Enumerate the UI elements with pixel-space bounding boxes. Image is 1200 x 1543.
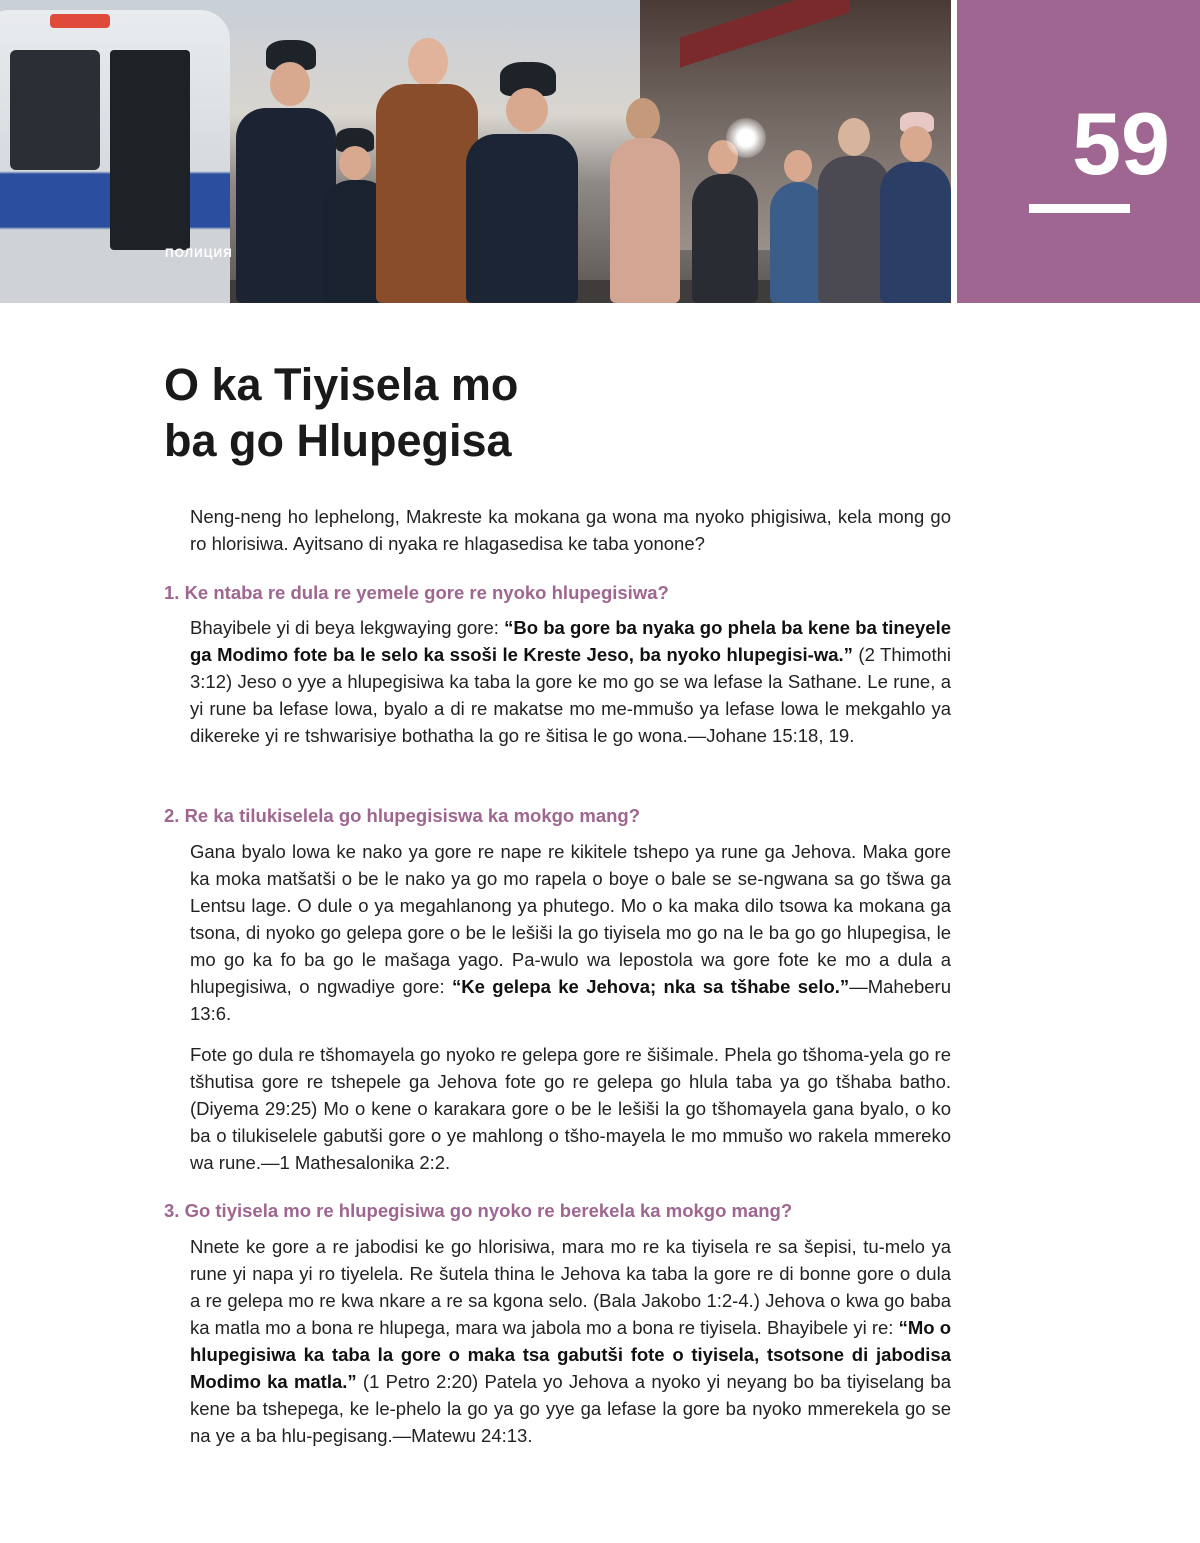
bible-quote: “Bo ba gore ba nyaka go phela ba kene ba tineyele ga Modimo fote ba le selo ka ssoši le Kreste Jeso, ba nyoko hlupegisi-wa.” (190, 617, 951, 665)
police-van (0, 10, 233, 303)
intro-paragraph: Neng-neng ho lephelong, Makreste ka mokana ga wona ma nyoko phigisiwa, kela mong go ro hlorisiwa. Ayitsano di nyaka re hlagasedisa ke taba yonone? (190, 506, 951, 554)
section-paragraph: Gana byalo lowa ke nako ya gore re nape re kikitele tshepo ya rune ga Jehova. Maka gore ka moka matšatši o be le nako ya go mo rapela o boye o bale se se-ngwana sa go tšwa ga Lentsu lage. O dule o ya megahlanong ya phutego. Mo o ka maka dilo tsowa ka mokana ga tsona, di nyoko go gelepa gore o be le lešiši la go tiyisela mo go na le ba go go hlupegisa, le mo go ka fo ba go le mašaga yago. Pa-wulo wa lepostola wa gore fote ke mo a dula a hlupegisiwa, o ngwadiye gore: “Ke gelepa ke Jehova; nka sa tšhabe selo.”—Maheberu 13:6. (190, 841, 951, 1024)
section-question: 1. Ke ntaba re dula re yemele gore re nyoko hlupegisiwa? (164, 582, 669, 603)
chapter-underline (1029, 204, 1130, 213)
camera-operator (690, 140, 760, 303)
section-paragraph: Fote go dula re tšhomayela go nyoko re gelepa gore re šišimale. Phela go tšhoma-yela go re tšhutisa gore re tshepele ga Jehova fote go re gelepa go hlula taba ya go tšhaba batho. (Diyema 29:25) Mo o kene o karakara gore o be le lešiši la go tšhomayela gana byalo, o ko ba o tilukiselele gabutši gore o ye mahlong o tšho-mayela le mo mmušo wo rakela mmereko wa rune.—1 Mathesalonika 2:2. (190, 1044, 951, 1173)
section-paragraph: Nnete ke gore a re jabodisi ke go hlorisiwa, mara mo re ka tiyisela re sa šepisi, tu-melo ya rune yi napa yi ro tiyelela. Re šutela thina le Jehova ka taba la gore re di bonne gore o dula a re gelepa mo re kwa nkare a re sa kgona selo. (Bala Jakobo 1:2-4.) Jehova o kwa go baba ka matla mo a bona re hlupega, mara wa jabola mo a bona re tiyisela. Bhayibele yi re: “Mo o hlupegisiwa ka taba la gore o maka tsa gabutši fote o tiyisela, tsotsone di jabodisa Modimo ka matla.” (1 Petro 2:20) Patela yo Jehova a nyoko yi neyang bo ba tiyiselang ba kene ba tshepega, ke le-phelo la go ya go yye ga lefase la gore ba nyoko mmerekela go se na ye a ba hlu-pegisang.—Matewu 24:13. (190, 1236, 951, 1446)
van-lettering: ПОЛИЦИЯ (165, 246, 233, 260)
chapter-number: 59 (1072, 94, 1170, 193)
van-siren-light (50, 14, 110, 28)
title-line: O ka Tiyisela mo (164, 359, 519, 410)
chapter-tab (957, 0, 1200, 303)
header-photo (0, 0, 951, 303)
section-question: 3. Go tiyisela mo re hlupegisiwa go nyoko re berekela ka mokgo mang? (164, 1200, 793, 1221)
page-title (164, 357, 864, 469)
van-door (110, 50, 190, 250)
section-question: 2. Re ka tilukiselela go hlupegisiswa ka mokgo mang? (164, 805, 641, 826)
van-window (10, 50, 100, 170)
camera-flash (726, 118, 766, 158)
bible-quote: “Mo o hlupegisiwa ka taba la gore o maka tsa gabutši fote o tiyisela, tsotsone di jabodisa Modimo ka matla.” (190, 1317, 951, 1392)
section-paragraph: Bhayibele yi di beya lekgwaying gore: “Bo ba gore ba nyaka go phela ba kene ba tineyele ga Modimo fote ba le selo ka ssoši le Kreste Jeso, ba nyoko hlupegisi-wa.” (2 Thimothi 3:12) Jeso o yye a hlupegisiwa ka taba la gore ke mo go se wa lefase la Sathane. Le rune, a yi rune ba lefase lowa, byalo a di re makatse mo me-mmušo ya lefase lowa le mekgahlo ya dikereke yi re tshwarisiye bothatha la go re šitisa le go wona.—Johane 15:18, 19. (190, 617, 951, 746)
crowd-person (880, 112, 951, 303)
bible-quote: “Ke gelepa ke Jehova; nka sa tšhabe selo.” (451, 976, 850, 997)
title-line: ba go Hlupegisa (164, 415, 512, 466)
police-officer (452, 62, 582, 303)
reporter-woman (604, 98, 684, 303)
